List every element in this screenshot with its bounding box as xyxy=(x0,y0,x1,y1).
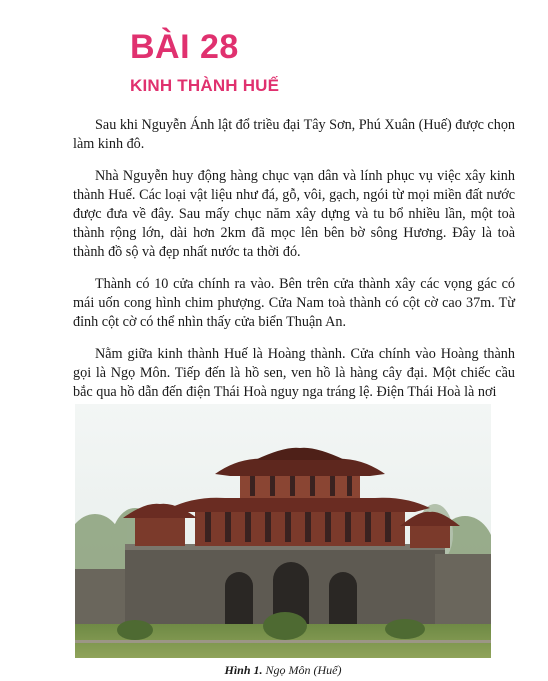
stone-base xyxy=(75,544,491,624)
ngo-mon-photo xyxy=(75,404,491,658)
figure-label: Hình 1. xyxy=(224,663,263,677)
paragraph-3: Thành có 10 cửa chính ra vào. Bên trên cửa thành xây các vọng gác có mái uốn cong hình chim phượng. Cửa Nam toà thành có cột cờ cao 37m. Từ đỉnh cột cờ có thể nhìn thấy cửa biển Thuận An. xyxy=(73,276,515,330)
paragraph-4: Nằm giữa kinh thành Huế là Hoàng thành. Cửa chính vào Hoàng thành gọi là Ngọ Môn. Tiếp đến là hồ sen, ven hồ là hàng cây đại. Một chiếc cầu bắc qua hồ dẫn đến điện Thái Hoà nguy nga tráng lệ. Điện Thái Hoà là nơi xyxy=(73,346,515,400)
paragraph-2: Nhà Nguyễn huy động hàng chục vạn dân và lính phục vụ việc xây kinh thành Huế. Các loại vật liệu như đá, gỗ, vôi, gạch, ngói từ mọi miền đất nước được đưa về đây. Sau mấy chục năm xây dựng và tu bổ nhiều lần, một toà thành rộng lớn, dài hơn 2km đã mọc lên bên bờ sông Hương. Đây là toà thành đồ sộ và đẹp nhất nước ta thời đó. xyxy=(73,168,515,260)
paragraph-1: Sau khi Nguyễn Ánh lật đổ triều đại Tây Sơn, Phú Xuân (Huế) được chọn làm kinh đô. xyxy=(73,117,516,152)
figure-caption-text: Ngọ Môn (Huế) xyxy=(265,663,342,677)
lesson-heading xyxy=(130,28,279,96)
lesson-number: BÀI 28 xyxy=(130,28,239,66)
lesson-title: KINH THÀNH HUẾ xyxy=(130,76,280,95)
figure-caption xyxy=(75,663,491,678)
body-text xyxy=(73,116,515,415)
